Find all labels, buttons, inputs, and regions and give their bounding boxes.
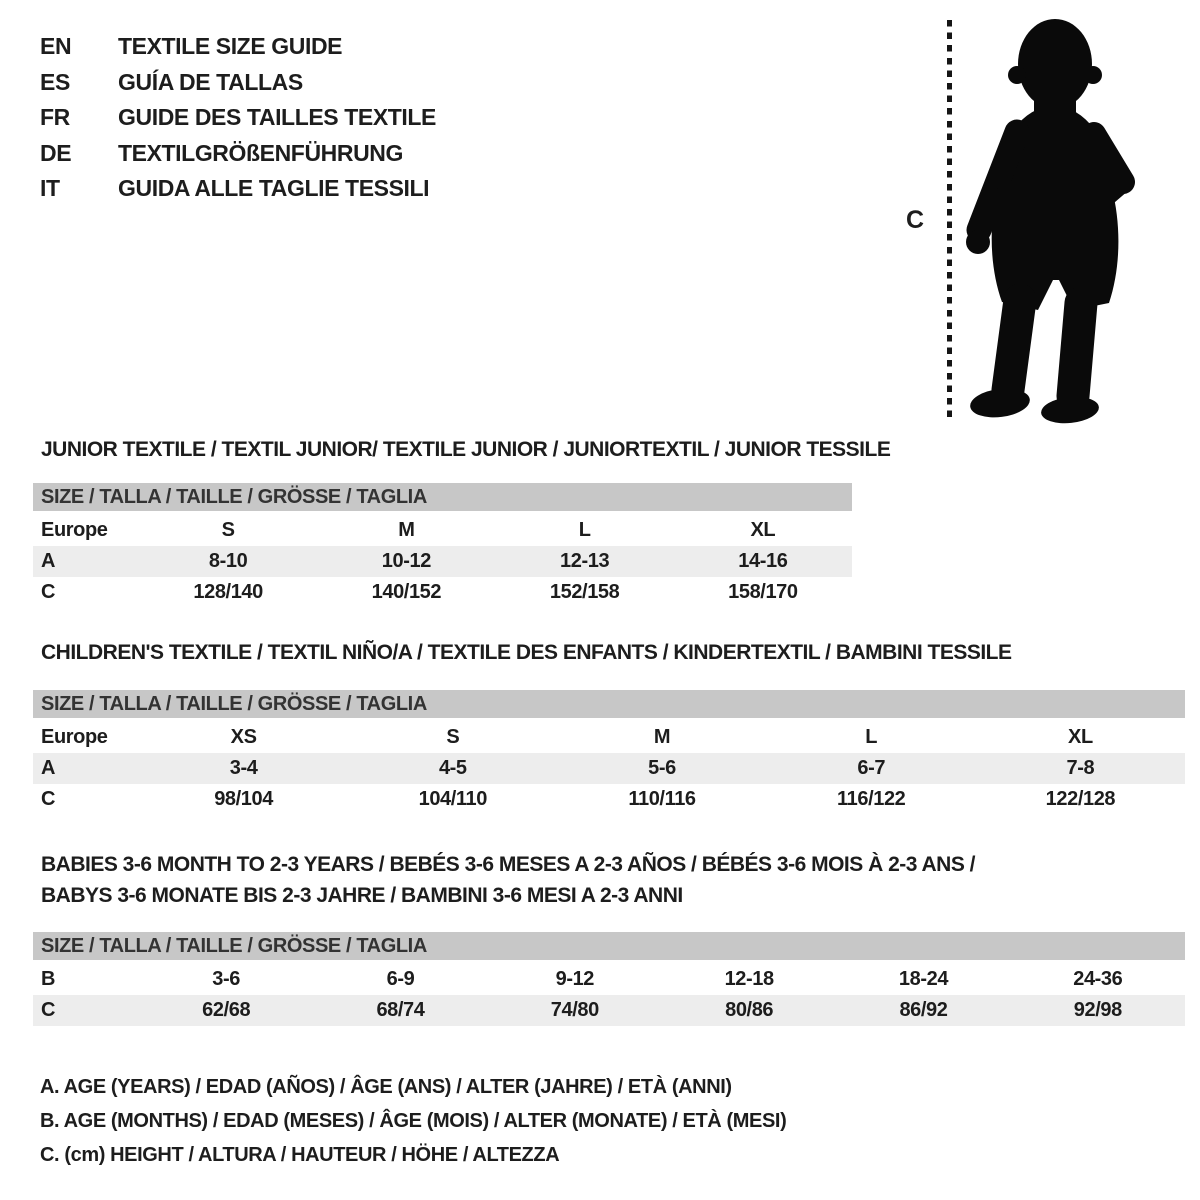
legend <box>40 1070 786 1172</box>
junior-size-table <box>33 483 852 608</box>
section-childrens-textile <box>33 637 1185 810</box>
table-row <box>33 995 1185 1026</box>
table-cell: 8-10 <box>208 550 248 572</box>
size-table-header-bar: SIZE / TALLA / TAILLE / GRÖSSE / TAGLIA <box>33 690 1185 718</box>
row-label: A <box>41 757 56 779</box>
table-cell: 24-36 <box>1073 968 1123 990</box>
table-cell: 12-13 <box>560 550 610 572</box>
row-label: Europe <box>41 519 108 541</box>
title-line-fr <box>40 100 436 136</box>
table-cell: 14-16 <box>738 550 788 572</box>
size-table-header-bar: SIZE / TALLA / TAILLE / GRÖSSE / TAGLIA <box>33 483 852 511</box>
table-cell: 140/152 <box>371 581 442 603</box>
table-cell: 158/170 <box>728 581 798 603</box>
table-row <box>33 546 852 577</box>
section-title: BABIES 3-6 MONTH TO 2-3 YEARS / BEBÉS 3-6 MESES A 2-3 AÑOS / BÉBÉS 3-6 MOIS À 2-3 ANS / <box>41 853 976 876</box>
guide-title: GUIDA ALLE TAGLIE TESSILI <box>118 175 430 202</box>
table-cell: 86/92 <box>899 999 948 1021</box>
legend-line-b: B. AGE (MONTHS) / EDAD (MESES) / ÂGE (MOIS) / ALTER (MONATE) / ETÀ (MESI) <box>40 1110 787 1132</box>
title-line-en <box>40 29 436 65</box>
table-cell: 110/116 <box>628 788 696 810</box>
table-cell: 12-18 <box>724 968 774 990</box>
guide-title: TEXTILGRÖßENFÜHRUNG <box>118 139 403 166</box>
table-cell: 92/98 <box>1073 999 1122 1021</box>
language-code: EN <box>40 33 72 60</box>
row-label: Europe <box>41 726 108 748</box>
table-cell: 104/110 <box>418 788 487 810</box>
height-measure-label: C <box>906 206 925 234</box>
table-cell: 9-12 <box>555 968 595 990</box>
table-cell: L <box>578 519 591 541</box>
table-cell: 3-4 <box>229 757 258 779</box>
table-body <box>33 964 1185 1026</box>
size-table-header-bar: SIZE / TALLA / TAILLE / GRÖSSE / TAGLIA <box>33 932 1185 960</box>
table-row <box>33 964 1185 995</box>
table-cell: M <box>398 519 415 541</box>
guide-title: GUIDE DES TAILLES TEXTILE <box>118 104 436 131</box>
table-cell: 6-9 <box>386 968 415 990</box>
row-label: C <box>41 788 56 810</box>
table-cell: 74/80 <box>550 999 599 1021</box>
table-body <box>33 515 852 608</box>
language-code: IT <box>40 175 60 202</box>
table-cell: S <box>221 519 235 541</box>
height-measure-line <box>947 20 952 417</box>
table-cell: XL <box>750 519 776 541</box>
language-code: FR <box>40 104 70 131</box>
table-cell: 68/74 <box>376 999 425 1021</box>
table-cell: 5-6 <box>648 757 676 779</box>
table-cell: 4-5 <box>438 757 467 779</box>
table-row <box>33 753 1185 784</box>
table-header-row <box>33 515 852 546</box>
table-row <box>33 784 1185 815</box>
table-row <box>33 577 852 608</box>
section-title: JUNIOR TEXTILE / TEXTIL JUNIOR/ TEXTILE JUNIOR / JUNIORTEXTIL / JUNIOR TESSILE <box>41 438 891 461</box>
table-cell: L <box>865 726 878 748</box>
title-line-de <box>40 136 436 172</box>
table-cell: 3-6 <box>212 968 241 990</box>
title-line-es <box>40 65 436 101</box>
table-cell: 18-24 <box>898 968 949 990</box>
table-cell: 62/68 <box>202 999 251 1021</box>
row-label: B <box>41 968 56 990</box>
table-cell: 122/128 <box>1045 788 1116 810</box>
row-label: C <box>41 581 56 603</box>
section-babies-textile <box>33 849 1185 1021</box>
table-header-row <box>33 722 1185 753</box>
table-cell: 128/140 <box>193 581 263 603</box>
language-title-block <box>40 29 436 207</box>
table-cell: M <box>653 726 671 748</box>
table-cell: 10-12 <box>381 550 431 572</box>
legend-line-a: A. AGE (YEARS) / EDAD (AÑOS) / ÂGE (ANS) / ALTER (JAHRE) / ETÀ (ANNI) <box>40 1076 732 1098</box>
baby-silhouette-icon <box>962 14 1142 424</box>
language-code: ES <box>40 68 70 95</box>
table-cell: 6-7 <box>857 757 886 779</box>
row-label: A <box>41 550 56 572</box>
table-body <box>33 722 1185 815</box>
table-cell: XS <box>230 726 257 748</box>
table-cell: 152/158 <box>549 581 620 603</box>
guide-title: GUÍA DE TALLAS <box>118 68 303 95</box>
language-code: DE <box>40 139 72 166</box>
table-cell: 7-8 <box>1066 757 1095 779</box>
table-cell: 98/104 <box>214 788 273 810</box>
guide-title: TEXTILE SIZE GUIDE <box>118 33 343 60</box>
table-cell: S <box>446 726 460 748</box>
table-cell: XL <box>1068 726 1093 748</box>
legend-line-c: C. (cm) HEIGHT / ALTURA / HAUTEUR / HÖHE / ALTEZZA <box>40 1144 560 1166</box>
row-label: C <box>41 999 56 1021</box>
babies-size-table <box>33 932 1185 1026</box>
section-junior-textile <box>33 434 891 603</box>
children-size-table <box>33 690 1185 815</box>
table-cell: 116/122 <box>837 788 906 810</box>
section-title-line2: BABYS 3-6 MONATE BIS 2-3 JAHRE / BAMBINI 3-6 MESI A 2-3 ANNI <box>41 884 683 907</box>
title-line-it <box>40 171 436 207</box>
table-cell: 80/86 <box>725 999 774 1021</box>
section-title: CHILDREN'S TEXTILE / TEXTIL NIÑO/A / TEXTILE DES ENFANTS / KINDERTEXTIL / BAMBINI TESSILE <box>41 641 1012 664</box>
